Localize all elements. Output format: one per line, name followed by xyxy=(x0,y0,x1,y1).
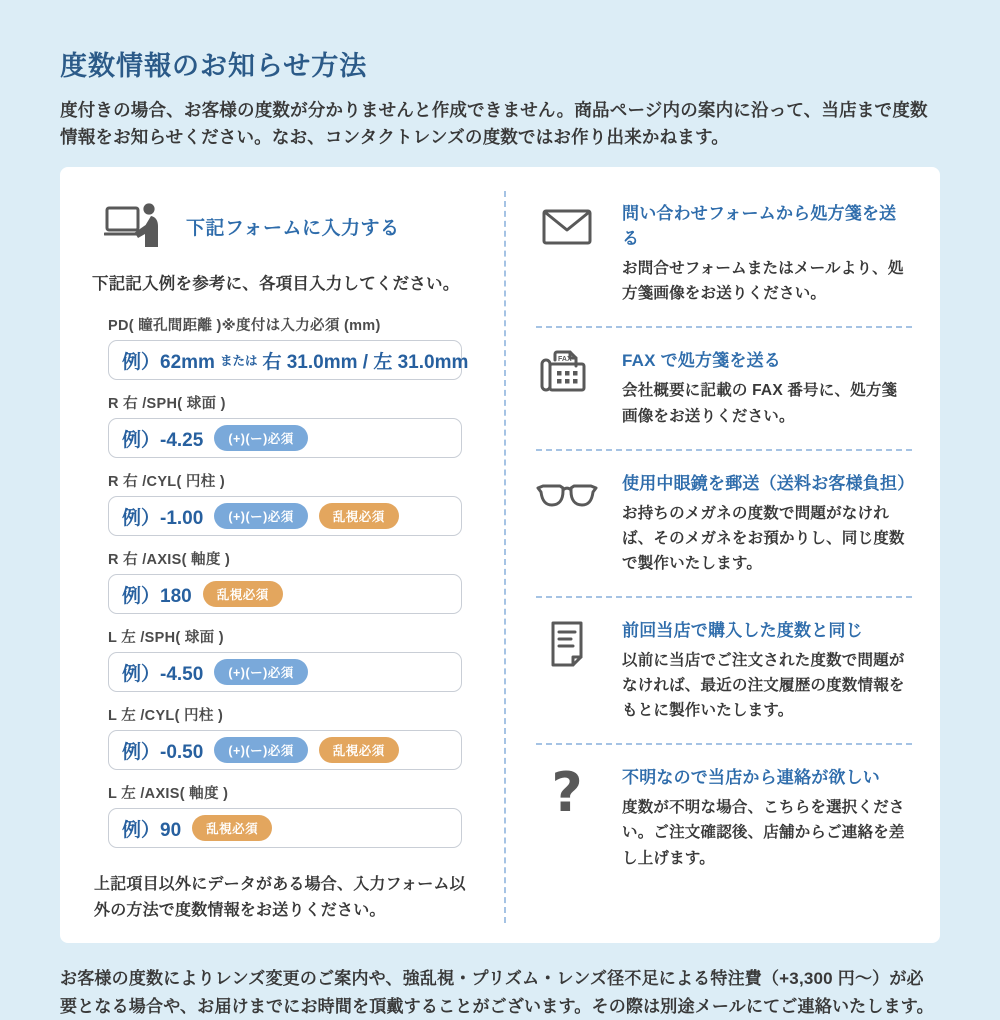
field-example-box xyxy=(108,652,462,692)
field-example-box xyxy=(108,418,462,458)
method-item xyxy=(536,328,912,450)
field-example-box xyxy=(108,730,462,770)
field-example-value: 例）-0.50 xyxy=(122,741,204,763)
badge-plus-minus: (+)(ー)必須 xyxy=(214,503,307,529)
question-icon: ? xyxy=(551,761,583,825)
method-item xyxy=(536,745,912,890)
method-body: お問合せフォームまたはメールより、処方箋画像をお送りください。 xyxy=(622,260,904,303)
field-label: L 左 /CYL( 円柱 ) xyxy=(108,708,224,725)
method-title: 問い合わせフォームから処方箋を送る xyxy=(622,204,897,249)
method-item xyxy=(536,451,915,598)
method-item xyxy=(536,598,912,745)
form-subheading: 下記記入例を参考に、各項目入力してください。 xyxy=(92,275,460,294)
method-title: FAX で処方箋を送る xyxy=(622,351,781,371)
form-heading: 下記フォームに入力する xyxy=(186,218,400,240)
svg-text:FAX: FAX xyxy=(558,356,572,364)
method-title: 使用中眼鏡を郵送（送料お客様負担） xyxy=(622,473,915,493)
method-body: 会社概要に記載の FAX 番号に、処方箋画像をお送りください。 xyxy=(622,382,898,425)
fax-icon xyxy=(539,346,595,407)
method-title: 不明なので当店から連絡が欲しい xyxy=(622,768,880,788)
field-example-value2: 右 31.0mm / 左 31.0mm xyxy=(262,351,469,373)
form-field xyxy=(108,704,476,770)
form-field xyxy=(108,548,476,614)
field-label: R 右 /SPH( 球面 ) xyxy=(108,396,226,413)
info-card xyxy=(60,167,940,943)
footer-note: お客様の度数によりレンズ変更のご案内や、強乱視・プリズム・レンズ径不足による特注費（+3,300 円〜）が必要となる場合や、お届けまでにお時間を頂戴することがございます。その際は別途メールにてご連絡いたします。 xyxy=(60,969,934,1016)
field-example-value: 例）-4.50 xyxy=(122,663,204,685)
field-example-box xyxy=(108,496,462,536)
envelope-icon xyxy=(542,209,592,250)
badge-astig: 乱視必須 xyxy=(319,737,399,763)
field-label: R 右 /AXIS( 軸度 ) xyxy=(108,552,231,569)
field-label: R 右 /CYL( 円柱 ) xyxy=(108,474,225,491)
document-icon xyxy=(547,620,587,673)
field-badges xyxy=(181,815,272,841)
badge-astig: 乱視必須 xyxy=(319,503,399,529)
form-example-section xyxy=(88,191,506,923)
field-connector: または xyxy=(219,354,258,369)
method-body: 以前に当店でご注文された度数で問題がなければ、最近の注文履歴の度数情報をもとに製作いたします。 xyxy=(622,652,905,720)
badge-astig: 乱視必須 xyxy=(203,581,283,607)
field-badges xyxy=(203,659,307,685)
form-field xyxy=(108,392,476,458)
field-example-box xyxy=(108,340,469,380)
form-field xyxy=(108,314,476,380)
method-body: 度数が不明な場合、こちらを選択ください。ご注文確認後、店舗からご連絡を差し上げます。 xyxy=(622,799,905,867)
method-list xyxy=(506,191,915,923)
form-note: 上記項目以外にデータがある場合、入力フォーム以外の方法で度数情報をお送りください。 xyxy=(94,876,466,919)
field-example-value: 例）-4.25 xyxy=(122,429,204,451)
field-example-box xyxy=(108,808,462,848)
badge-plus-minus: (+)(ー)必須 xyxy=(214,659,307,685)
badge-astig: 乱視必須 xyxy=(192,815,272,841)
form-field xyxy=(108,470,476,536)
field-example-value: 例）180 xyxy=(122,585,192,607)
field-badges xyxy=(203,425,307,451)
field-label: PD( 瞳孔間距離 )※度付は入力必須 (mm) xyxy=(108,318,381,335)
field-example-value: 例）-1.00 xyxy=(122,507,204,529)
page-title: 度数情報のお知らせ方法 xyxy=(60,51,368,81)
intro-text: 度付きの場合、お客様の度数が分かりませんと作成できません。商品ページ内の案内に沿って、当店まで度数情報をお知らせください。なお、コンタクトレンズの度数ではお作り出来かねます。 xyxy=(60,100,928,148)
form-header xyxy=(104,201,476,252)
field-list xyxy=(92,314,476,848)
form-field xyxy=(108,626,476,692)
method-title: 前回当店で購入した度数と同じ xyxy=(622,621,863,641)
badge-plus-minus: (+)(ー)必須 xyxy=(214,737,307,763)
field-label: L 左 /SPH( 球面 ) xyxy=(108,630,224,647)
field-example-value: 例）90 xyxy=(122,819,182,841)
field-badges xyxy=(203,737,398,763)
field-example-value: 例）62mm xyxy=(122,351,215,373)
badge-plus-minus: (+)(ー)必須 xyxy=(214,425,307,451)
field-badges xyxy=(203,503,398,529)
presenter-icon xyxy=(104,234,160,251)
method-body: お持ちのメガネの度数で問題がなければ、そのメガネをお預かりし、同じ度数で製作いたします。 xyxy=(622,504,905,572)
field-example-box xyxy=(108,574,462,614)
field-badges xyxy=(192,581,283,607)
glasses-icon xyxy=(536,483,598,514)
field-label: L 左 /AXIS( 軸度 ) xyxy=(108,786,229,803)
method-item xyxy=(536,191,912,328)
form-field xyxy=(108,782,476,848)
